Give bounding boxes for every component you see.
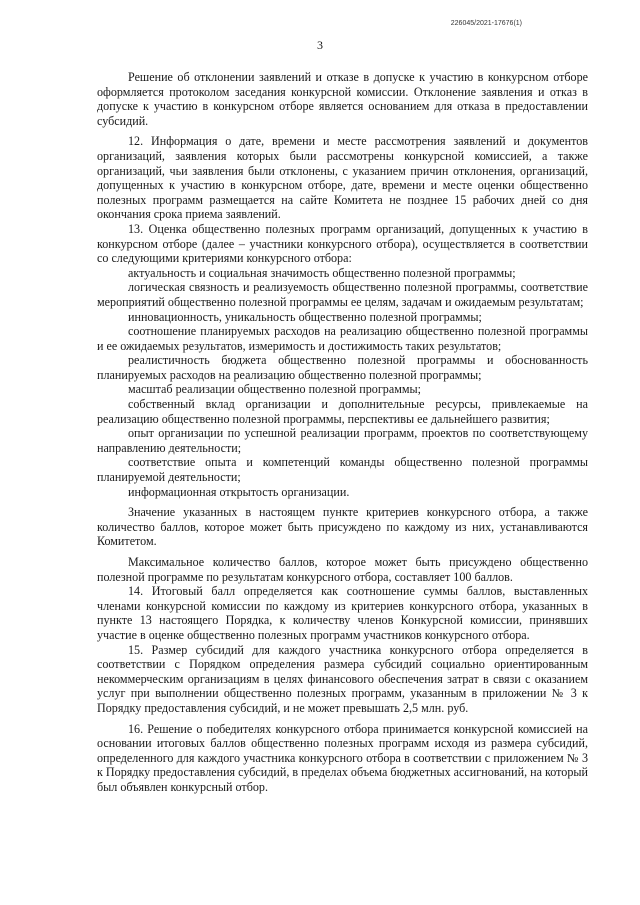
- page-number: 3: [317, 38, 323, 52]
- criterion-innovation: инновационность, уникальность общественно полезной программы;: [128, 309, 482, 324]
- paragraph-16: 16. Решение о победителях конкурсного отбора принимается конкурсной комиссией на основании итоговых баллов общественно полезных программ исходя из размера субсидий, определенного для каждого участника конкурсного отбора в соответствии с приложением № 3 к Порядку предоставления субсидий, в пределах объема бюджетных ассигнований, на который был объявлен конкурсный отбор.: [97, 721, 588, 794]
- paragraph-15: 15. Размер субсидий для каждого участника конкурсного отбора определяется в соответствии с Порядком определения размера субсидий социально ориентированным некоммерческим организациям в целях финансового обеспечения затрат в связи с оказанием услуг при выполнении общественно полезных программ, указанным в приложении № 3 к Порядку предоставления субсидий, и не может превышать 2,5 млн. руб.: [97, 642, 588, 715]
- criterion-logic: логическая связность и реализуемость общественно полезной программы, соответствие мероприятий общественно полезной программы ее целям, задачам и ожидаемым результатам;: [97, 280, 588, 309]
- document-id: 226045/2021-17676(1): [450, 20, 522, 27]
- document-body: [97, 70, 588, 795]
- paragraph-rejection: Решение об отклонении заявлений и отказе в допуске к участию в конкурсном отборе оформляется протоколом заседания конкурсной комиссии. Отклонение заявления и отказ в допуске к участию в конкурсном отборе является основанием для отказа в предоставлении субсидий.: [97, 70, 588, 128]
- criterion-openness: информационная открытость организации.: [128, 484, 350, 499]
- paragraph-13: 13. Оценка общественно полезных программ организаций, допущенных к участию в конкурсном отборе (далее – участники конкурсного отбора), осуществляется в соответствии со следующими критериями конкурсного отбора:: [97, 221, 588, 266]
- paragraph-14: 14. Итоговый балл определяется как соотношение суммы баллов, выставленных членами конкурсной комиссии по каждому из критериев конкурсного отбора, указанных в пункте 13 настоящего Порядка, к количеству членов Конкурсной комиссии, принявших участие в оценке общественно полезных программ участников конкурсного отбора.: [97, 584, 588, 642]
- criterion-cost-ratio: соотношение планируемых расходов на реализацию общественно полезной программы и ее ожидаемых результатов, измеримость и достижимость таких результатов;: [97, 324, 588, 353]
- criterion-experience: опыт организации по успешной реализации программ, проектов по соответствующему направлению деятельности;: [97, 426, 588, 455]
- criterion-contribution: собственный вклад организации и дополнительные ресурсы, привлекаемые на реализацию общественно полезной программы, перспективы ее дальнейшего развития;: [97, 397, 588, 426]
- paragraph-criteria-values: Значение указанных в настоящем пункте критериев конкурсного отбора, а также количество баллов, которое может быть присуждено по каждому из них, устанавливаются Комитетом.: [97, 505, 588, 549]
- paragraph-12: 12. Информация о дате, времени и месте рассмотрения заявлений и документов организаций, заявления которых были рассмотрены конкурсной комиссией, а также организаций, чьи заявления были отклонены, с указанием причин отклонения, организаций, допущенных к участию в конкурсном отборе, дате, времени и месте оценки общественно полезных программ размещается на сайте Комитета не позднее 15 рабочих дней со дня окончания срока приема заявлений.: [97, 134, 588, 222]
- criterion-scale: масштаб реализации общественно полезной программы;: [128, 382, 422, 397]
- paragraph-max-score: Максимальное количество баллов, которое может быть присуждено общественно полезной программе по результатам конкурсного отбора, составляет 100 баллов.: [97, 555, 588, 584]
- criterion-budget: реалистичность бюджета общественно полезной программы и обоснованность планируемых расходов на реализацию общественно полезной программы;: [97, 353, 588, 382]
- criterion-relevance: актуальность и социальная значимость общественно полезной программы;: [128, 265, 516, 280]
- criterion-team: соответствие опыта и компетенций команды общественно полезной программы планируемой деятельности;: [97, 455, 588, 485]
